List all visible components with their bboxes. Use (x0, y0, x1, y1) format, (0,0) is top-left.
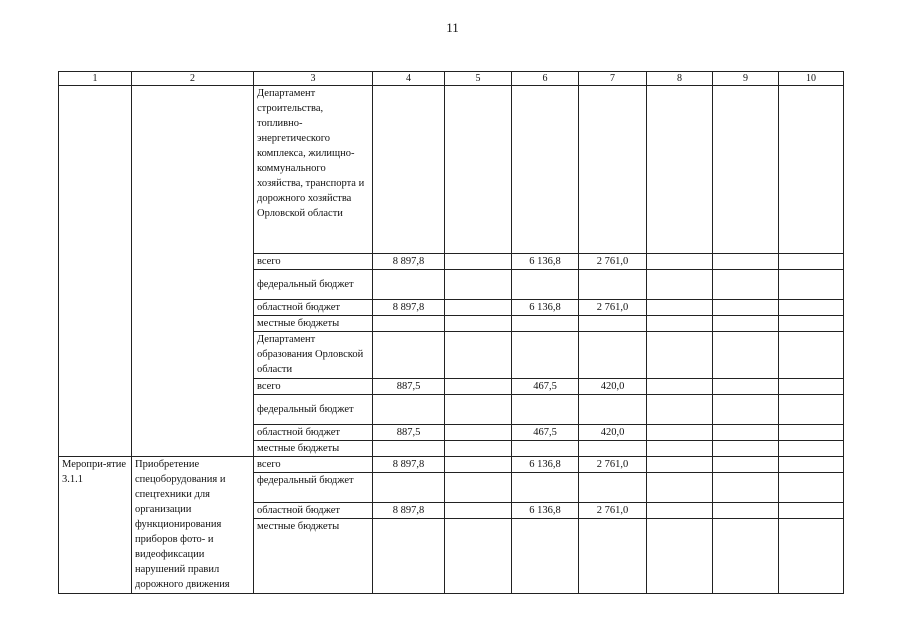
value-cell (512, 395, 579, 425)
value-cell (512, 332, 579, 379)
value-cell (445, 503, 512, 519)
value-cell (445, 254, 512, 270)
value-cell: 6 136,8 (512, 503, 579, 519)
value-cell (373, 332, 445, 379)
funding-label: областной бюджет (254, 300, 373, 316)
executor-cell: Департамент образования Орловской области (254, 332, 373, 379)
value-cell (445, 457, 512, 473)
value-cell (445, 441, 512, 457)
funding-label: федеральный бюджет (254, 270, 373, 300)
value-cell (445, 395, 512, 425)
funding-label: местные бюджеты (254, 519, 373, 594)
value-cell (445, 86, 512, 254)
executor-cell: Департамент строительства, топливно-энергетического комплекса, жилищно-коммунального хозяйства, транспорта и дорожного хозяйства Орловской области (254, 86, 373, 254)
value-cell (579, 86, 647, 254)
value-cell (579, 270, 647, 300)
value-cell: 6 136,8 (512, 457, 579, 473)
value-cell (512, 316, 579, 332)
value-cell (373, 519, 445, 594)
value-cell (445, 270, 512, 300)
header-cell: 9 (713, 72, 779, 86)
header-cell: 6 (512, 72, 579, 86)
value-cell (512, 519, 579, 594)
empty-cell (132, 86, 254, 457)
page-number: 11 (446, 20, 459, 35)
header-cell: 3 (254, 72, 373, 86)
header-row (59, 72, 844, 86)
value-cell (373, 86, 445, 254)
funding-label: областной бюджет (254, 425, 373, 441)
value-cell: 887,5 (373, 425, 445, 441)
value-cell: 2 761,0 (579, 254, 647, 270)
value-cell: 8 897,8 (373, 503, 445, 519)
header-cell: 8 (647, 72, 713, 86)
value-cell (579, 395, 647, 425)
value-cell: 2 761,0 (579, 503, 647, 519)
funding-label: всего (254, 379, 373, 395)
value-cell (373, 441, 445, 457)
value-cell (512, 270, 579, 300)
value-cell: 2 761,0 (579, 300, 647, 316)
value-cell: 6 136,8 (512, 300, 579, 316)
value-cell: 6 136,8 (512, 254, 579, 270)
funding-label: федеральный бюджет (254, 395, 373, 425)
table-row (59, 457, 844, 473)
value-cell: 420,0 (579, 379, 647, 395)
table-row (59, 86, 844, 254)
activity-id-cell: Меропри-ятие 3.1.1 (59, 457, 132, 594)
value-cell (579, 332, 647, 379)
value-cell (373, 395, 445, 425)
header-cell: 7 (579, 72, 647, 86)
header-cell: 2 (132, 72, 254, 86)
value-cell (445, 473, 512, 503)
header-cell: 10 (779, 72, 844, 86)
value-cell (579, 519, 647, 594)
header-cell: 5 (445, 72, 512, 86)
value-cell (512, 441, 579, 457)
value-cell: 8 897,8 (373, 300, 445, 316)
value-cell: 887,5 (373, 379, 445, 395)
funding-label: местные бюджеты (254, 441, 373, 457)
value-cell: 467,5 (512, 425, 579, 441)
value-cell (512, 473, 579, 503)
funding-label: местные бюджеты (254, 316, 373, 332)
funding-label: всего (254, 254, 373, 270)
empty-cell (59, 86, 132, 457)
funding-label: федеральный бюджет (254, 473, 373, 503)
value-cell (579, 316, 647, 332)
value-cell (579, 441, 647, 457)
value-cell (445, 519, 512, 594)
value-cell (579, 473, 647, 503)
activity-description-cell: Приобретение спецоборудования и спецтехники для организации функционирования приборов фото- и видеофиксации нарушений правил дорожного движения (132, 457, 254, 594)
funding-label: областной бюджет (254, 503, 373, 519)
value-cell (445, 379, 512, 395)
value-cell: 8 897,8 (373, 457, 445, 473)
value-cell: 467,5 (512, 379, 579, 395)
value-cell: 2 761,0 (579, 457, 647, 473)
value-cell (512, 86, 579, 254)
value-cell: 420,0 (579, 425, 647, 441)
value-cell: 8 897,8 (373, 254, 445, 270)
value-cell (445, 425, 512, 441)
header-cell: 1 (59, 72, 132, 86)
value-cell (373, 270, 445, 300)
value-cell (373, 473, 445, 503)
header-cell: 4 (373, 72, 445, 86)
value-cell (445, 316, 512, 332)
value-cell (373, 316, 445, 332)
budget-table (58, 71, 844, 594)
value-cell (445, 332, 512, 379)
funding-label: всего (254, 457, 373, 473)
value-cell (445, 300, 512, 316)
